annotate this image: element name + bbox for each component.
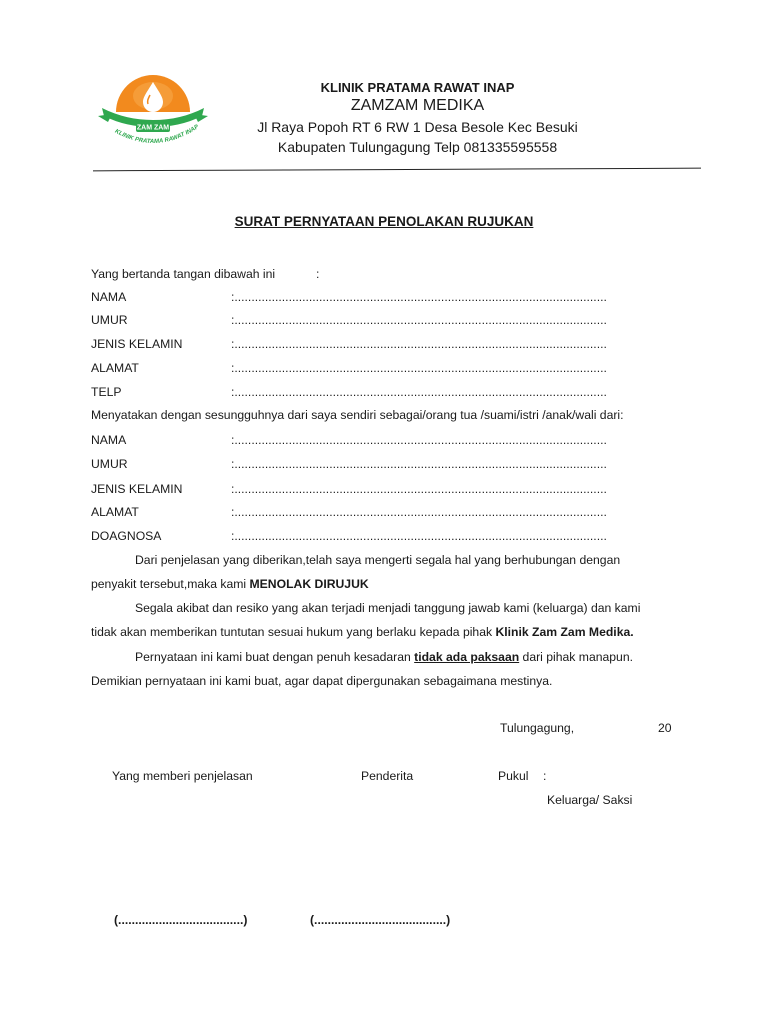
patient-gender-label: JENIS KELAMIN [91,482,183,496]
time-label: Pukul [498,769,529,783]
signer-name-field: :.............................................................................................................. [231,290,607,304]
time-colon: : [543,769,547,783]
patient-signature-label: Penderita [361,769,414,783]
clinic-logo [94,66,212,158]
signer-gender-label: JENIS KELAMIN [91,337,183,351]
signer-phone-field: :.............................................................................................................. [231,385,607,399]
explainer-signature-label: Yang memberi penjelasan [112,769,253,783]
svg-text:ZAM ZAM: ZAM ZAM [136,124,170,132]
paragraph1-line1: Dari penjelasan yang diberikan,telah saya mengerti segala hal yang berhubungan dengan [135,553,621,567]
explainer-signature-blank: (.....................................) [114,913,248,927]
paragraph4: Demikian pernyataan ini kami buat, agar dapat dipergunakan sebagaimana mestinya. [91,674,553,688]
signer-name-label: NAMA [91,290,127,304]
patient-age-label: UMUR [91,457,128,471]
patient-address-field: :.............................................................................................................. [231,505,607,519]
signer-phone-label: TELP [91,385,122,399]
paragraph2-line1: Segala akibat dan resiko yang akan terjadi menjadi tanggung jawab kami (keluarga) dan kami [135,601,641,615]
clinic-address: Jl Raya Popoh RT 6 RW 1 Desa Besole Kec Besuki [257,119,578,135]
place-label: Tulungagung, [500,721,575,735]
no-coercion-emphasis: tidak ada paksaan [414,650,520,664]
intro-text: Yang bertanda tangan dibawah ini [91,267,276,281]
clinic-name: ZAMZAM MEDIKA [350,97,485,114]
document-title: SURAT PERNYATAAN PENOLAKAN RUJUKAN [234,214,534,229]
signer-age-label: UMUR [91,313,128,327]
patient-name-field: :.............................................................................................................. [231,433,607,447]
clinic-city-phone: Kabupaten Tulungagung Telp 081335595558 [277,139,558,155]
clinic-emphasis: Klinik Zam Zam Medika. [495,625,634,639]
header-divider [93,168,701,172]
signer-address-field: :.............................................................................................................. [231,361,607,375]
year-label: 20 [658,721,672,735]
intro-colon: : [316,267,320,281]
declaration-text: Menyatakan dengan sesungguhnya dari saya sendiri sebagai/orang tua /suami/istri /anak/wali dari: [91,408,624,422]
signer-address-label: ALAMAT [91,361,139,375]
family-witness-label: Keluarga/ Saksi [547,793,633,807]
patient-gender-field: :.............................................................................................................. [231,482,607,496]
clinic-type: KLINIK PRATAMA RAWAT INAP [320,80,515,95]
paragraph3: Pernyataan ini kami buat dengan penuh kesadaran tidak ada paksaan dari pihak manapun. [135,650,633,664]
patient-diagnosis-label: DOAGNOSA [91,529,162,543]
patient-age-field: :.............................................................................................................. [231,457,607,471]
patient-signature-blank: (.......................................) [310,913,451,927]
patient-name-label: NAMA [91,433,127,447]
patient-diagnosis-field: :.............................................................................................................. [231,529,607,543]
signer-gender-field: :.............................................................................................................. [231,337,607,351]
paragraph1-line2: penyakit tersebut,maka kami MENOLAK DIRUJUK [91,577,369,591]
patient-address-label: ALAMAT [91,505,139,519]
svg-text:KLINIK PRATAMA RAWAT INAP: KLINIK PRATAMA RAWAT INAP [113,124,201,146]
refusal-emphasis: MENOLAK DIRUJUK [249,577,369,591]
signer-age-field: :.............................................................................................................. [231,313,607,327]
paragraph2-line2: tidak akan memberikan tuntutan sesuai hukum yang berlaku kepada pihak Klinik Zam Zam Medika. [91,625,634,639]
